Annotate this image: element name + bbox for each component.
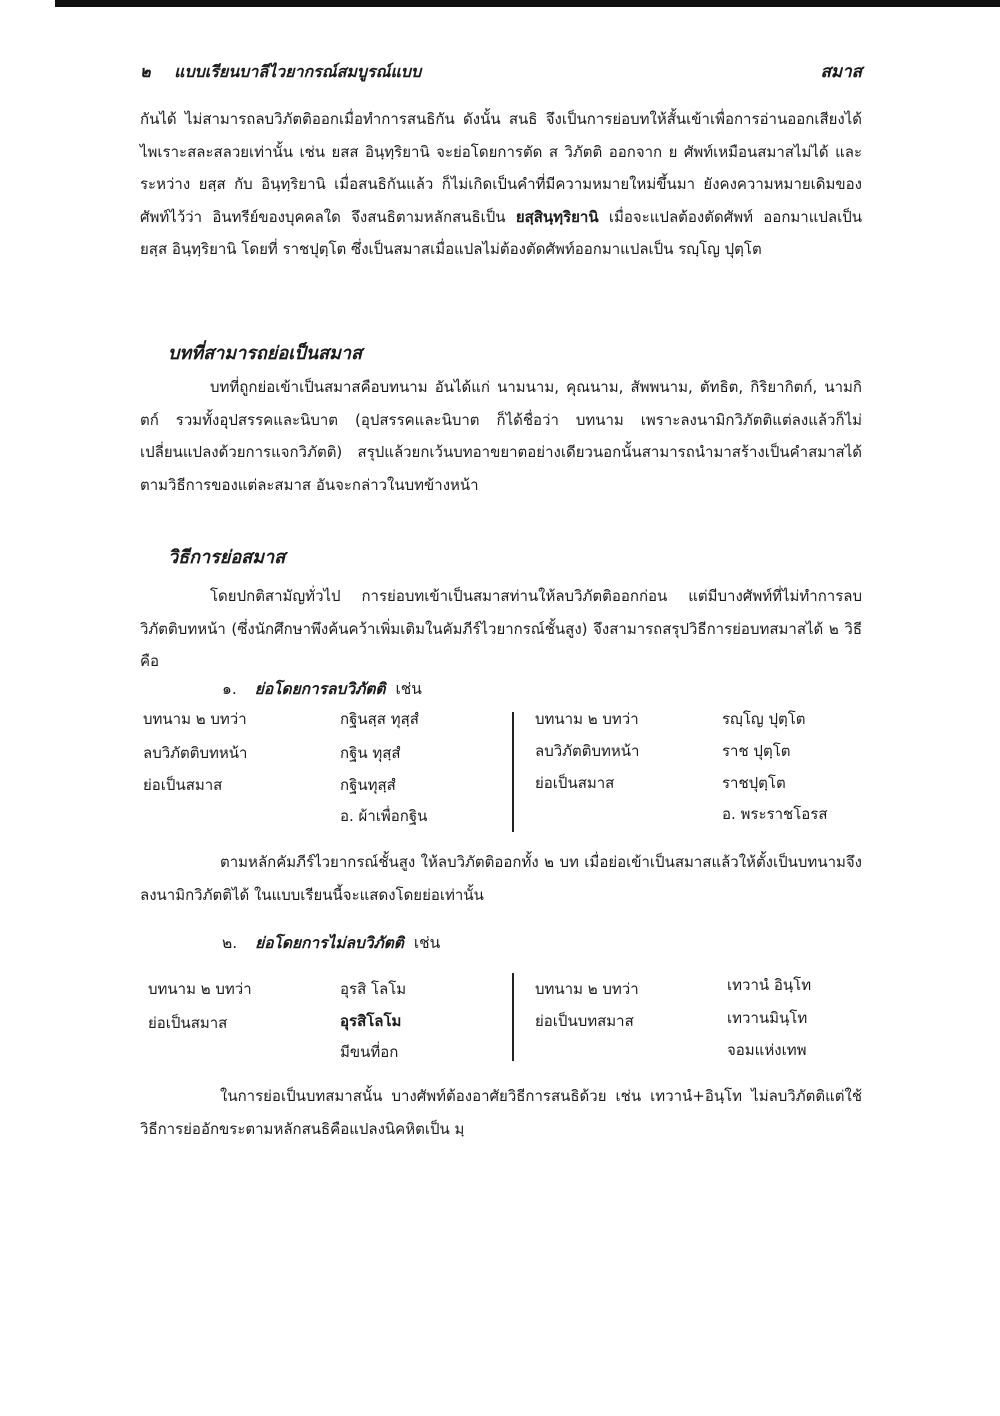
method1-number: ๑.: [222, 680, 237, 698]
section-heading-compound-method: วิธีการย่อสมาส: [168, 547, 286, 568]
scan-edge-bar: [55, 0, 1000, 7]
method2-number: ๒.: [222, 934, 238, 952]
m2-left-value-2: อุรสิโลโม: [340, 1012, 402, 1030]
method1-title: ย่อโดยการลบวิภัตติ: [254, 680, 386, 698]
method1-suffix: เช่น: [395, 680, 422, 698]
m1-column-divider: [512, 712, 514, 832]
method1-heading: [222, 676, 422, 701]
section2-body: โดยปกติสามัญทั่วไป การย่อบทเข้าเป็นสมาสท่านให้ลบวิภัตติออกก่อน แต่มีบางศัพท์ที่ไม่ทำการลบวิภัตติบทหน้า (ซึ่งนักศึกษาพึงค้นคว้าเพิ่มเติมในคัมภีร์ไวยากรณ์ชั้นสูง) จึงสามารถสรุปวิธีการย่อบทสมาสได้ ๒ วิธี คือ: [140, 587, 862, 670]
m2-column-divider: [512, 973, 514, 1061]
intro-tail: เมื่อจะแปลต้องตัดศัพท์ ออกมาแปลเป็น ยสฺส อินฺทฺริยานิ โดยที่ ราชปุตฺโต ซึ่งเป็นสมาสเมื่อแปลไม่ต้องตัดศัพท์ออกมาแปลเป็น รญฺโญ ปุตฺโต: [140, 207, 862, 258]
m1-right-value-1: รญฺโญ ปุตฺโต: [722, 710, 806, 728]
intro-paragraph: [140, 103, 862, 266]
book-title: แบบเรียนบาลีไวยากรณ์สมบูรณ์แบบ: [174, 62, 422, 81]
m2-left-value-1: อุรสิ โลโม: [340, 980, 407, 998]
m2-right-label-2: ย่อเป็นบทสมาส: [535, 1012, 634, 1030]
m1-left-label-1: บทนาม ๒ บทว่า: [143, 710, 247, 728]
m2-right-value-3: จอมแห่งเทพ: [727, 1041, 807, 1059]
m2-right-value-2: เทวานมินฺโท: [727, 1009, 808, 1027]
intro-text: กันได้ ไม่สามารถลบวิภัตติออกเมื่อทำการสนธิกัน ดังนั้น สนธิ จึงเป็นการย่อบทให้สั้นเข้าเพื่อการอ่านออกเสียงได้ไพเราะสละสลวยเท่านั้น เช่น ยสส อินฺทฺริยานิ จะย่อโดยการตัด ส วิภัตติ ออกจาก ย ศัพท์เหมือนสมาสไม่ได้ และ ระหว่าง ยสฺส กับ อินฺทฺริยานิ เมื่อสนธิกันแล้ว ก็ไม่เกิดเป็นคำที่มีความหมายใหม่ขึ้นมา ยังคงความหมายเดิมของศัพท์ไว้ว่า อินทรีย์ของบุคคลใด จึงสนธิตามหลักสนธิเป็น: [140, 110, 862, 226]
page-header: [140, 60, 439, 85]
closing-paragraph: ในการย่อเป็นบทสมาสนั้น บางศัพท์ต้องอาศัยวิธีการสนธิด้วย เช่น เทวานํ+อินฺโท ไม่ลบวิภัตติแต่ใช้วิธีการย่ออักขระตามหลักสนธิคือแปลงนิคหิตเป็น มฺ: [140, 1087, 862, 1138]
m1-right-value-2: ราช ปุตฺโต: [722, 742, 791, 760]
m2-right-value-1: เทวานํ อินฺโท: [727, 976, 812, 994]
m2-left-label-1: บทนาม ๒ บทว่า: [148, 980, 252, 998]
m1-left-value-3: กฐินทุสฺสํ: [340, 776, 396, 794]
m1-left-label-3: ย่อเป็นสมาส: [143, 776, 223, 794]
m1-right-label-1: บทนาม ๒ บทว่า: [535, 710, 639, 728]
method2-suffix: เช่น: [413, 934, 441, 952]
intro-bold-term: ยสฺสินฺทฺริยานิ: [515, 207, 599, 226]
section-heading-compound-words: บทที่สามารถย่อเป็นสมาส: [168, 343, 362, 364]
section1-body: บทที่ถูกย่อเข้าเป็นสมาสคือบทนาม อันได้แก่ นามนาม, คุณนาม, สัพพนาม, ตัทธิต, กิริยากิตก์, นามกิตก์ รวมทั้งอุปสรรคและนิบาต (อุปสรรคและนิบาต ก็ได้ชื่อว่า บทนาม เพราะลงนามิกวิภัตติแต่ลงแล้วก็ไม่เปลี่ยนแปลงด้วยการแจกวิภัตติ) สรุปแล้วยกเว้นบทอาขยาตอย่างเดียวนอกนั้นสามารถนำมาสร้างเป็นคำสมาสได้ตามวิธีการของแต่ละสมาส อันจะกล่าวในบทข้างหน้า: [140, 378, 862, 494]
m1-left-value-2: กฐิน ทุสฺสํ: [340, 744, 401, 762]
m1-right-label-2: ลบวิภัตติบทหน้า: [535, 742, 640, 760]
method1-note: ตามหลักคัมภีร์ไวยากรณ์ชั้นสูง ให้ลบวิภัตติออกทั้ง ๒ บท เมื่อย่อเข้าเป็นสมาสแล้วให้ตั้งเป็นบทนามจึงลงนามิกวิภัตติได้ ในแบบเรียนนี้จะแสดงโดยย่อเท่านั้น: [140, 853, 862, 904]
method2-heading: [222, 930, 440, 955]
page-number: ๒: [140, 62, 151, 81]
m1-left-value-4: อ. ผ้าเพื่อกฐิน: [340, 807, 428, 825]
m1-left-value-1: กฐินสฺส ทุสฺสํ: [340, 710, 419, 728]
m2-left-label-2: ย่อเป็นสมาส: [148, 1014, 228, 1032]
m2-left-value-3: มีขนที่อก: [340, 1043, 399, 1061]
m2-right-label-1: บทนาม ๒ บทว่า: [535, 980, 639, 998]
chapter-title: สมาส: [820, 62, 862, 82]
m1-right-value-4: อ. พระราชโอรส: [722, 805, 828, 823]
m1-right-label-3: ย่อเป็นสมาส: [535, 774, 615, 792]
method2-title: ย่อโดยการไม่ลบวิภัตติ: [255, 934, 404, 952]
m1-right-value-3: ราชปุตฺโต: [722, 774, 786, 792]
m1-left-label-2: ลบวิภัตติบทหน้า: [143, 744, 248, 762]
